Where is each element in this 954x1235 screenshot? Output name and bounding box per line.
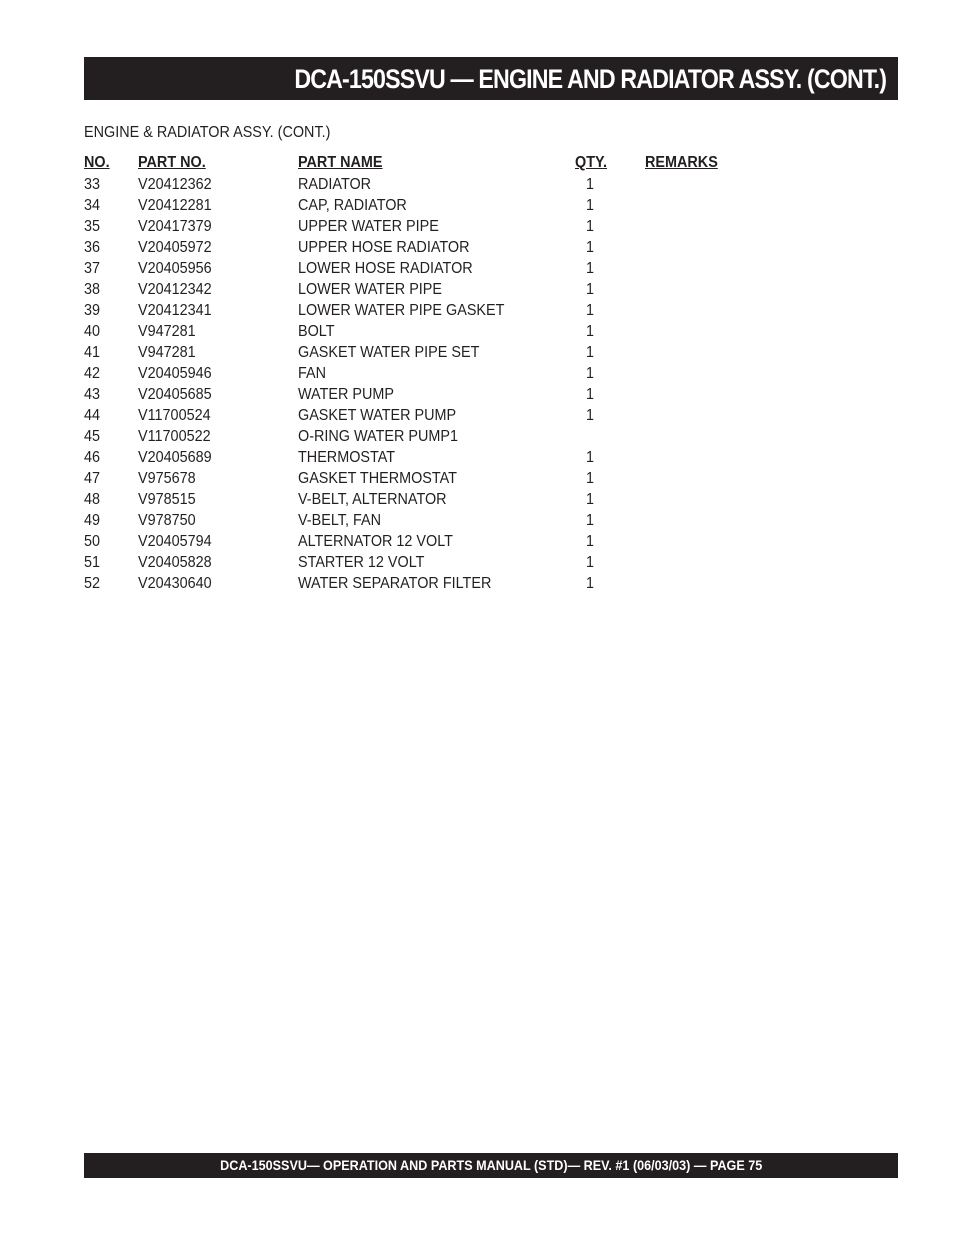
column-header-part-no: PART NO. <box>138 154 206 171</box>
cell-part-name: THERMOSTAT <box>298 449 396 466</box>
table-row <box>84 489 784 510</box>
cell-no: 41 <box>84 344 101 361</box>
table-body <box>84 174 784 594</box>
table-row <box>84 216 784 237</box>
cell-qty: 1 <box>586 491 595 508</box>
cell-no: 49 <box>84 512 101 529</box>
table-row <box>84 426 784 447</box>
cell-part-name: WATER SEPARATOR FILTER <box>298 575 492 592</box>
table-row <box>84 447 784 468</box>
cell-part-name: LOWER WATER PIPE GASKET <box>298 302 505 319</box>
footer-bar <box>84 1153 898 1178</box>
cell-no: 42 <box>84 365 101 382</box>
table-row <box>84 258 784 279</box>
cell-part-no: V947281 <box>138 323 196 340</box>
cell-qty: 1 <box>586 554 595 571</box>
cell-part-no: V20405946 <box>138 365 212 382</box>
page-title: DCA-150SSVU — ENGINE AND RADIATOR ASSY. (CONT.) <box>294 64 886 94</box>
cell-part-name: FAN <box>298 365 327 382</box>
table-row <box>84 300 784 321</box>
cell-part-name: UPPER HOSE RADIATOR <box>298 239 470 256</box>
cell-no: 45 <box>84 428 101 445</box>
cell-part-name: STARTER 12 VOLT <box>298 554 425 571</box>
cell-part-name: V-BELT, FAN <box>298 512 381 529</box>
cell-qty: 1 <box>586 365 595 382</box>
cell-qty: 1 <box>586 386 595 403</box>
parts-table <box>84 152 784 594</box>
cell-no: 46 <box>84 449 101 466</box>
cell-no: 36 <box>84 239 101 256</box>
cell-part-name: GASKET THERMOSTAT <box>298 470 457 487</box>
table-row <box>84 552 784 573</box>
column-header-qty: QTY. <box>575 154 608 171</box>
table-row <box>84 321 784 342</box>
cell-no: 44 <box>84 407 101 424</box>
cell-qty: 1 <box>586 197 595 214</box>
cell-no: 38 <box>84 281 101 298</box>
cell-qty: 1 <box>586 323 595 340</box>
table-row <box>84 468 784 489</box>
cell-qty: 1 <box>586 533 595 550</box>
column-header-part-name: PART NAME <box>298 154 383 171</box>
cell-part-name: BOLT <box>298 323 335 340</box>
cell-part-name: LOWER WATER PIPE <box>298 281 443 298</box>
footer-text: DCA-150SSVU— OPERATION AND PARTS MANUAL (STD)— REV. #1 (06/03/03) — PAGE 75 <box>219 1157 763 1173</box>
cell-part-no: V20412342 <box>138 281 212 298</box>
cell-part-name: RADIATOR <box>298 176 372 193</box>
cell-part-name: CAP, RADIATOR <box>298 197 407 214</box>
cell-no: 50 <box>84 533 101 550</box>
table-header-row <box>84 152 784 174</box>
cell-part-no: V975678 <box>138 470 196 487</box>
cell-part-no: V20412362 <box>138 176 212 193</box>
cell-no: 43 <box>84 386 101 403</box>
cell-no: 39 <box>84 302 101 319</box>
cell-no: 51 <box>84 554 101 571</box>
cell-no: 48 <box>84 491 101 508</box>
cell-no: 52 <box>84 575 101 592</box>
cell-part-name: WATER PUMP <box>298 386 395 403</box>
cell-part-no: V11700524 <box>138 407 211 424</box>
cell-no: 40 <box>84 323 101 340</box>
cell-part-no: V20405828 <box>138 554 212 571</box>
cell-part-no: V11700522 <box>138 428 211 445</box>
cell-part-no: V20412341 <box>138 302 212 319</box>
cell-no: 47 <box>84 470 101 487</box>
cell-part-name: ALTERNATOR 12 VOLT <box>298 533 453 550</box>
cell-part-no: V947281 <box>138 344 196 361</box>
cell-no: 35 <box>84 218 101 235</box>
section-title: ENGINE & RADIATOR ASSY. (CONT.) <box>84 124 331 141</box>
cell-part-no: V978515 <box>138 491 196 508</box>
table-row <box>84 237 784 258</box>
cell-part-no: V20412281 <box>138 197 212 214</box>
cell-qty: 1 <box>586 449 595 466</box>
cell-part-name: V-BELT, ALTERNATOR <box>298 491 447 508</box>
cell-part-no: V20405794 <box>138 533 212 550</box>
table-row <box>84 405 784 426</box>
cell-part-name: LOWER HOSE RADIATOR <box>298 260 473 277</box>
cell-qty: 1 <box>586 512 595 529</box>
table-row <box>84 573 784 594</box>
cell-no: 37 <box>84 260 101 277</box>
cell-part-no: V20405685 <box>138 386 212 403</box>
cell-part-no: V20405972 <box>138 239 212 256</box>
cell-qty: 1 <box>586 302 595 319</box>
cell-part-name: O-RING WATER PUMP1 <box>298 428 459 445</box>
column-header-no: NO. <box>84 154 110 171</box>
cell-part-no: V20417379 <box>138 218 212 235</box>
cell-qty: 1 <box>586 470 595 487</box>
cell-qty: 1 <box>586 344 595 361</box>
cell-no: 33 <box>84 176 101 193</box>
table-row <box>84 279 784 300</box>
cell-part-name: UPPER WATER PIPE <box>298 218 439 235</box>
cell-qty: 1 <box>586 218 595 235</box>
cell-no: 34 <box>84 197 101 214</box>
cell-part-no: V20405956 <box>138 260 212 277</box>
table-row <box>84 174 784 195</box>
cell-qty: 1 <box>586 281 595 298</box>
table-row <box>84 342 784 363</box>
table-row <box>84 363 784 384</box>
cell-qty: 1 <box>586 260 595 277</box>
cell-qty: 1 <box>586 239 595 256</box>
cell-part-no: V20405689 <box>138 449 212 466</box>
cell-part-no: V20430640 <box>138 575 212 592</box>
cell-part-name: GASKET WATER PIPE SET <box>298 344 480 361</box>
table-row <box>84 384 784 405</box>
cell-qty: 1 <box>586 575 595 592</box>
cell-qty: 1 <box>586 176 595 193</box>
header-bar <box>84 57 898 100</box>
cell-part-no: V978750 <box>138 512 196 529</box>
column-header-remarks: REMARKS <box>645 154 718 171</box>
cell-qty: 1 <box>586 407 595 424</box>
table-row <box>84 531 784 552</box>
table-row <box>84 510 784 531</box>
cell-part-name: GASKET WATER PUMP <box>298 407 457 424</box>
table-row <box>84 195 784 216</box>
